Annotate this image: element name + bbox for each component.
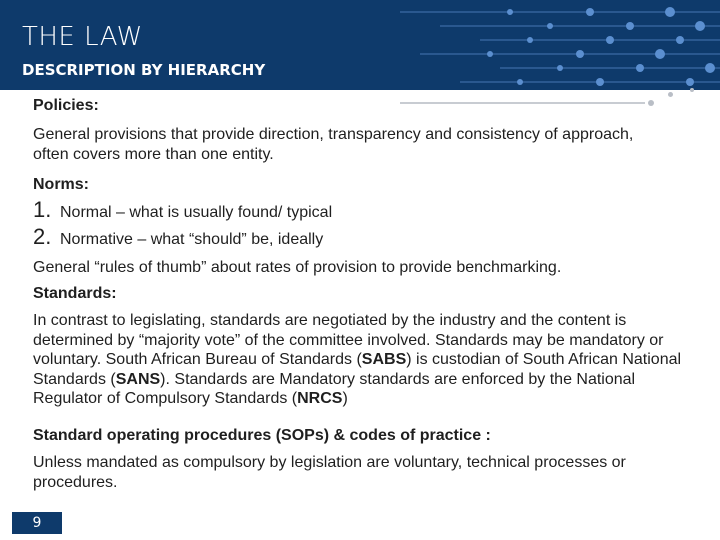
abbr-nrcs: NRCS	[297, 390, 343, 407]
page-number: 9	[12, 512, 62, 534]
slide-subtitle: DESCRIPTION BY HIERARCHY	[22, 61, 266, 79]
list-item-text: Normative – what “should” be, ideally	[60, 231, 324, 248]
policies-text: General provisions that provide direction, transparency and consistency of approach, often covers more than one entity.	[33, 126, 634, 163]
standards-text-part: ) is custodian of South African National Standards (	[33, 351, 682, 388]
abbr-sans: SANS	[115, 370, 161, 388]
norms-list-item	[33, 197, 333, 223]
norms-heading: Norms:	[33, 176, 90, 193]
divider-dot	[648, 100, 654, 106]
divider-dot	[690, 88, 694, 92]
list-item-text: Normal – what is usually found/ typical	[60, 204, 333, 221]
list-number: 1.	[33, 197, 52, 222]
slide-header	[0, 0, 720, 90]
list-number: 2.	[33, 224, 52, 249]
standards-text-part: In contrast to legislating, standards are negotiated by the industry and the content is determined by “majority vote” of the committee involved. Standards may be mandatory or voluntary. South African Bureau of Standards (	[33, 312, 664, 368]
standards-heading: Standards:	[33, 285, 117, 302]
abbr-sabs: SABS	[361, 351, 407, 368]
standards-text-part: )	[342, 390, 348, 407]
slide-title: THE LAW	[22, 22, 143, 52]
sop-text: Unless mandated as compulsory by legislation are voluntary, technical processes or procedures.	[33, 454, 626, 491]
sop-heading: Standard operating procedures (SOPs) & codes of practice :	[33, 427, 491, 444]
policies-heading: Policies:	[33, 97, 99, 114]
norms-list-item	[33, 224, 324, 250]
standards-text	[33, 311, 698, 409]
divider-line	[400, 102, 645, 104]
standards-text-part: ). Standards are Mandatory standards are enforced by the National Regulator of Compulsory Standards (	[33, 370, 636, 407]
circuit-decoration	[380, 0, 720, 90]
divider-dot	[668, 92, 673, 97]
norms-text: General “rules of thumb” about rates of provision to provide benchmarking.	[33, 259, 562, 276]
